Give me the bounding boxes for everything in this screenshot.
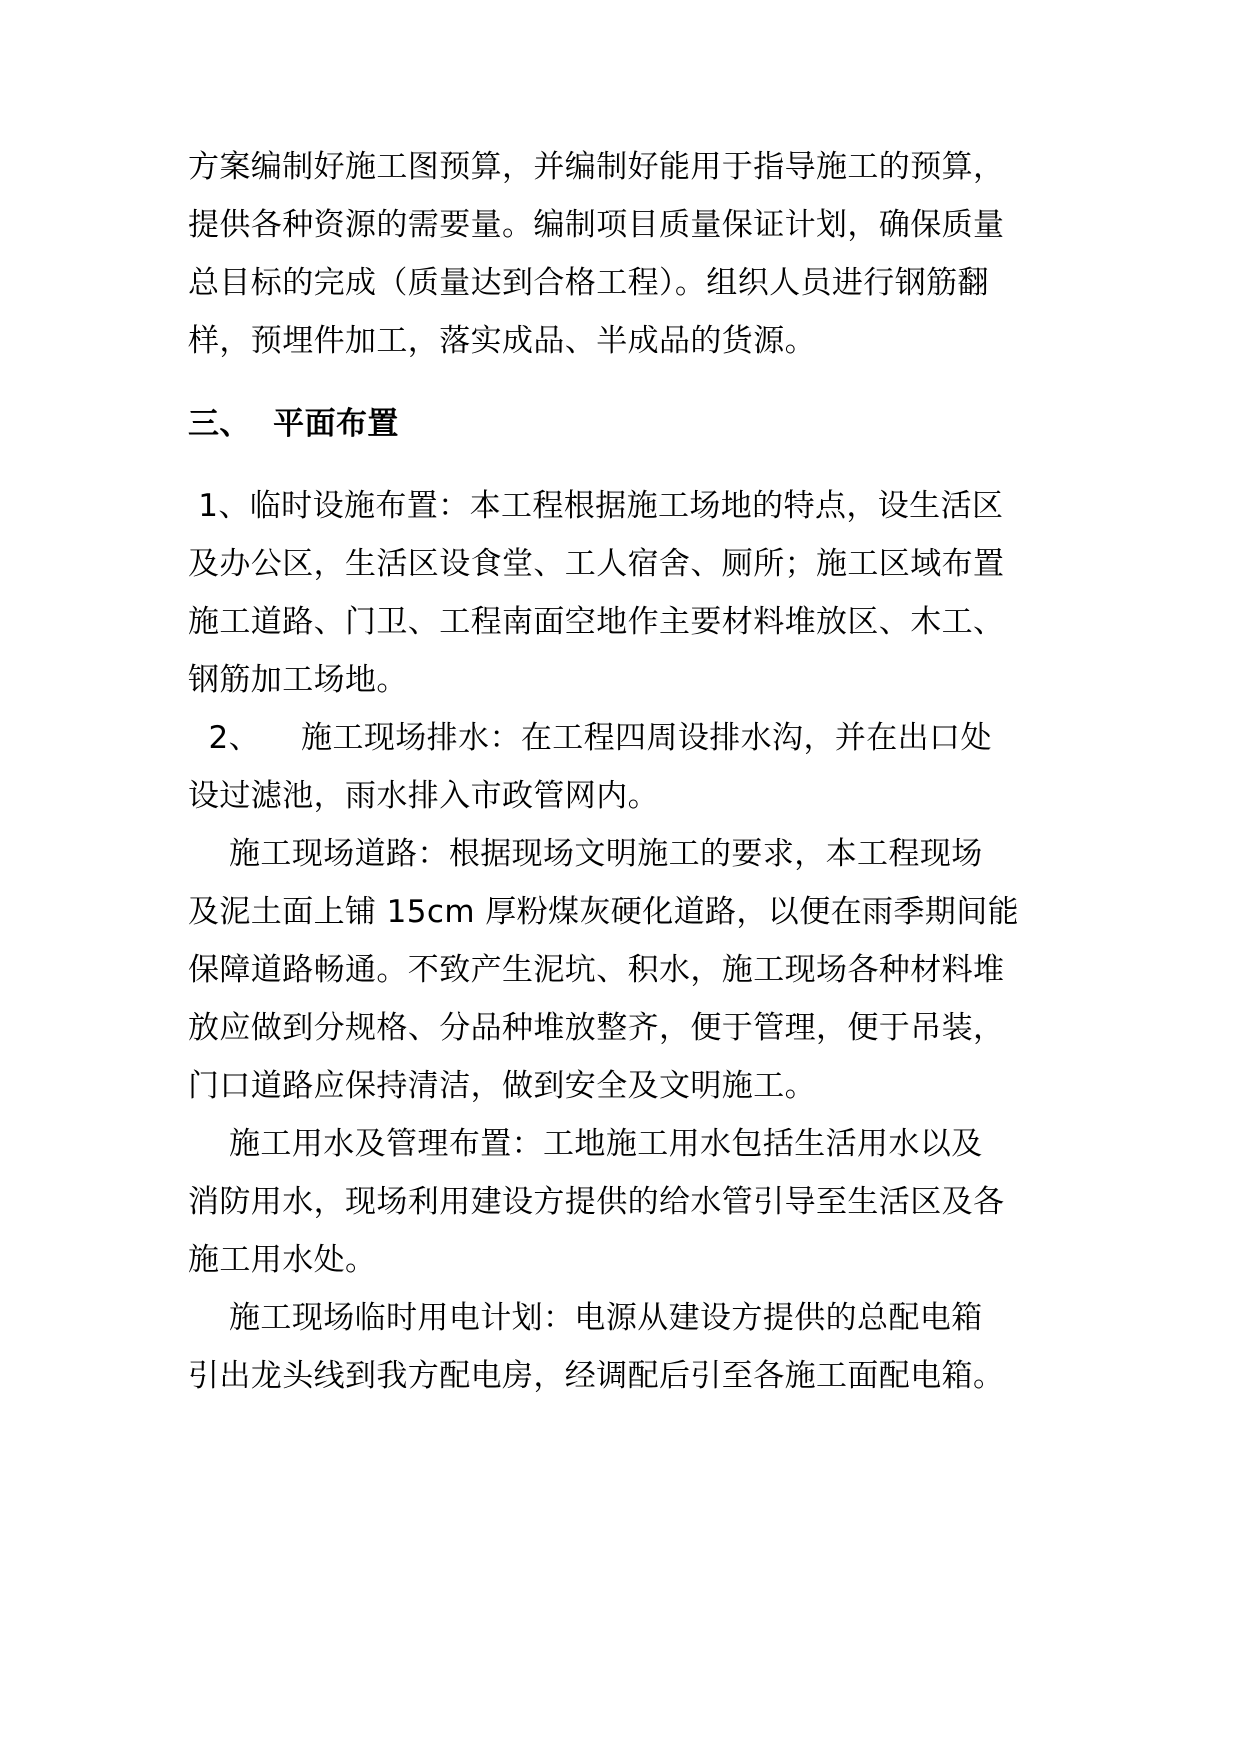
water-paragraph-line-3: 施工用水处。 — [188, 1242, 377, 1278]
section-heading: 三、 平面布置 — [188, 406, 399, 442]
road-paragraph-line-1: 施工现场道路：根据现场文明施工的要求，本工程现场 — [188, 836, 983, 872]
power-paragraph-line-1: 施工现场临时用电计划：电源从建设方提供的总配电箱 — [188, 1300, 983, 1336]
item-1-line-4: 钢筋加工场地。 — [188, 662, 408, 698]
road-paragraph-line-3: 保障道路畅通。不致产生泥坑、积水，施工现场各种材料堆 — [188, 952, 1005, 988]
water-paragraph-line-1: 施工用水及管理布置：工地施工用水包括生活用水以及 — [188, 1126, 983, 1162]
road-paragraph-line-4: 放应做到分规格、分品种堆放整齐，便于管理，便于吊装， — [188, 1010, 1005, 1046]
item-2-line-1: 2、 施工现场排水：在工程四周设排水沟，并在出口处 — [188, 720, 992, 756]
road-paragraph-line-2: 及泥土面上铺 15cm 厚粉煤灰硬化道路，以便在雨季期间能 — [188, 894, 1019, 930]
paragraph-1-line-1: 方案编制好施工图预算，并编制好能用于指导施工的预算， — [188, 149, 1005, 185]
item-1-line-3: 施工道路、门卫、工程南面空地作主要材料堆放区、木工、 — [188, 604, 1005, 640]
paragraph-1-line-4: 样，预埋件加工，落实成品、半成品的货源。 — [188, 323, 816, 359]
item-2-line-2: 设过滤池，雨水排入市政管网内。 — [188, 778, 659, 814]
power-paragraph-line-2: 引出龙头线到我方配电房，经调配后引至各施工面配电箱。 — [188, 1358, 1005, 1394]
item-1-line-2: 及办公区，生活区设食堂、工人宿舍、厕所；施工区域布置 — [188, 546, 1005, 582]
water-paragraph-line-2: 消防用水，现场利用建设方提供的给水管引导至生活区及各 — [188, 1184, 1005, 1220]
paragraph-1-line-2: 提供各种资源的需要量。编制项目质量保证计划，确保质量 — [188, 207, 1005, 243]
item-1-line-1: 1、临时设施布置：本工程根据施工场地的特点，设生活区 — [188, 488, 1004, 524]
paragraph-1-line-3: 总目标的完成（质量达到合格工程）。组织人员进行钢筋翻 — [188, 265, 989, 301]
road-paragraph-line-5: 门口道路应保持清洁，做到安全及文明施工。 — [188, 1068, 816, 1104]
